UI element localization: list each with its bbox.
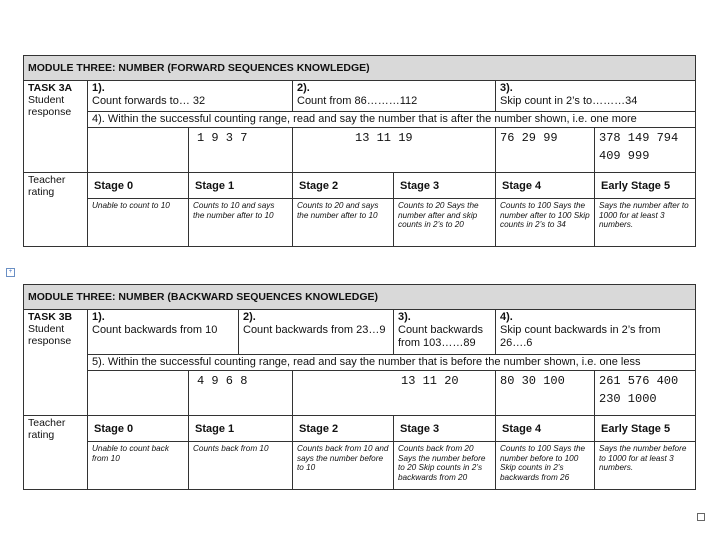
- module-b-nums-4: 261 576 400 230 1000: [595, 371, 696, 416]
- module-b-stage-1: Stage 1: [189, 416, 293, 442]
- module-a-stage-3: Stage 3: [394, 173, 496, 199]
- task-3b-cell: [24, 310, 88, 416]
- task-3b-id: TASK 3B: [28, 311, 73, 323]
- module-a-stage-1: Stage 1: [189, 173, 293, 199]
- module-b-q1: [88, 310, 239, 355]
- table-move-handle-icon[interactable]: +: [6, 268, 15, 277]
- task-3b-sub2: response: [28, 335, 72, 347]
- module-a-desc-2: Counts to 20 and says the number after to 10: [293, 199, 394, 247]
- module-a-nums-2: 13 11 19: [293, 128, 496, 173]
- module-a-q4: 4). Within the successful counting range, read and say the number that is after the number shown, i.e. one more: [88, 112, 696, 128]
- module-b-q4: [496, 310, 696, 355]
- module-a-stage-5: Early Stage 5: [595, 173, 696, 199]
- module-b-stage-4: Stage 4: [496, 416, 595, 442]
- module-a-q1: [88, 81, 293, 112]
- module-b-q2-text: Count backwards from 23…9: [243, 324, 386, 336]
- task-3a-cell: [24, 81, 88, 173]
- module-a-title: MODULE THREE: NUMBER (FORWARD SEQUENCES KNOWLEDGE): [24, 56, 696, 81]
- table-resize-handle-icon[interactable]: [697, 513, 705, 521]
- module-b-q5: 5). Within the successful counting range, read and say the number that is before the number shown, i.e. one less: [88, 355, 696, 371]
- module-a-table: [23, 55, 696, 247]
- module-b-q3-text: Count backwards from 103……89: [398, 324, 483, 349]
- module-a-q2: [293, 81, 496, 112]
- module-b-q3-num: 3).: [398, 311, 411, 323]
- module-a-q2-text: Count from 86………112: [297, 95, 418, 107]
- module-b-stage-0: Stage 0: [88, 416, 189, 442]
- module-b-teacher-rating: Teacher rating: [24, 416, 88, 490]
- module-b-nums-1: 4 9 6 8: [189, 371, 293, 416]
- module-a-blank-cell: [88, 128, 189, 173]
- module-a-stage-0: Stage 0: [88, 173, 189, 199]
- module-b-q1-num: 1).: [92, 311, 105, 323]
- module-b-title: MODULE THREE: NUMBER (BACKWARD SEQUENCES KNOWLEDGE): [24, 285, 696, 310]
- module-a-desc-3: Counts to 20 Says the number after and skip counts in 2’s to 20: [394, 199, 496, 247]
- module-b-q2: [239, 310, 394, 355]
- module-b-desc-4: Counts to 100 Says the number before to 100 Skip counts in 2’s backwards from 26: [496, 442, 595, 490]
- module-a-q1-text: Count forwards to… 32: [92, 95, 206, 107]
- module-b-blank-cell: [88, 371, 189, 416]
- module-b-nums-2: 13 11 20: [293, 371, 496, 416]
- module-a-stage-2: Stage 2: [293, 173, 394, 199]
- module-a-q3-text: Skip count in 2’s to………34: [500, 95, 638, 107]
- task-3b-sub1: Student: [28, 323, 65, 335]
- task-3a-sub2: response: [28, 106, 72, 118]
- module-b-q3: [394, 310, 496, 355]
- module-b-q2-num: 2).: [243, 311, 256, 323]
- module-b-table: [23, 284, 696, 490]
- module-a-teacher-rating: Teacher rating: [24, 173, 88, 247]
- module-a-nums-4: 378 149 794 409 999: [595, 128, 696, 173]
- task-3a-sub1: Student: [28, 94, 65, 106]
- module-b-stage-5: Early Stage 5: [595, 416, 696, 442]
- module-b-q1-text: Count backwards from 10: [92, 324, 218, 336]
- module-b-stage-3: Stage 3: [394, 416, 496, 442]
- task-3a-id: TASK 3A: [28, 82, 73, 94]
- module-a-desc-0: Unable to count to 10: [88, 199, 189, 247]
- module-a-stage-4: Stage 4: [496, 173, 595, 199]
- module-a-nums-3: 76 29 99: [496, 128, 595, 173]
- module-b-desc-3: Counts back from 20 Says the number before to 20 Skip counts in 2’s backwards from 20: [394, 442, 496, 490]
- module-a-desc-5: Says the number after to 1000 for at least 3 numbers.: [595, 199, 696, 247]
- module-a-q3: [496, 81, 696, 112]
- module-b-q4-text: Skip count backwards in 2’s from 26….6: [500, 324, 661, 349]
- module-b-desc-0: Unable to count back from 10: [88, 442, 189, 490]
- module-a-q3-num: 3).: [500, 82, 513, 94]
- module-a-q2-num: 2).: [297, 82, 310, 94]
- module-b-desc-5: Says the number before to 1000 for at least 3 numbers.: [595, 442, 696, 490]
- module-b-q4-num: 4).: [500, 311, 513, 323]
- module-b-desc-1: Counts back from 10: [189, 442, 293, 490]
- module-b-desc-2: Counts back from 10 and says the number before to 10: [293, 442, 394, 490]
- module-a-desc-4: Counts to 100 Says the number after to 100 Skip counts in 2’s to 34: [496, 199, 595, 247]
- module-a-desc-1: Counts to 10 and says the number after to 10: [189, 199, 293, 247]
- module-b-nums-3: 80 30 100: [496, 371, 595, 416]
- module-b-stage-2: Stage 2: [293, 416, 394, 442]
- module-a-nums-1: 1 9 3 7: [189, 128, 293, 173]
- module-a-q1-num: 1).: [92, 82, 105, 94]
